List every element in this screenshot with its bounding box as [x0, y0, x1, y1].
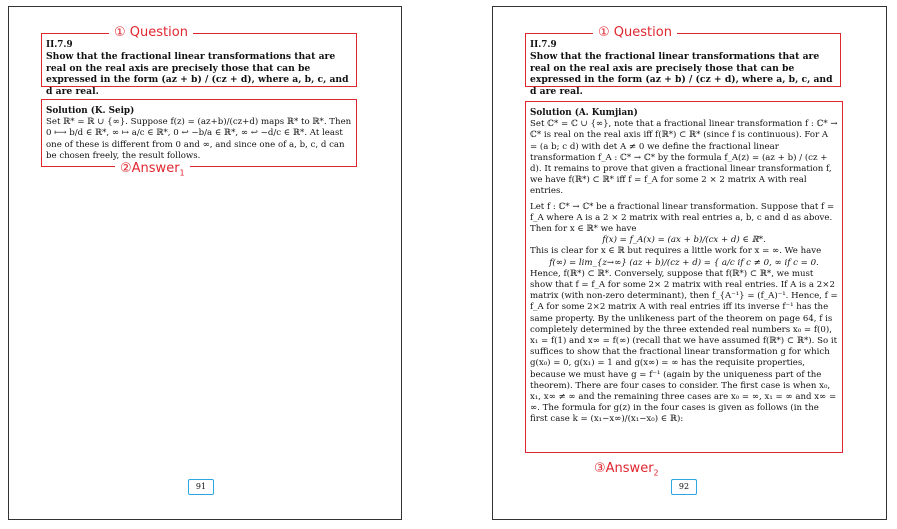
question-box: [525, 33, 841, 97]
solution-head: Solution (A. Kumjian): [530, 108, 638, 118]
formula-1: f(x) = f_A(x) = (ax + b)/(cx + d) ∈ ℝ*.: [602, 235, 766, 246]
solution-paragraph-4: Hence, f(ℝ*) ⊂ ℝ*. Conversely, suppose that f(ℝ*) ⊂ ℝ*, we must show that f = f_A for some 2× 2 matrix with real entries. If A is a 2×2 matrix (with non-zero determinant), then f_{A⁻¹} = (f_A)⁻¹. Hence, f = f_A for some 2×2 matrix A with real entries iff its inverse f⁻¹ has the same property. By the unlikeness part of the theorem on page 64, f is completely determined by the three extended real numbers x₀ = f(0), x₁ = f(1) and x∞ = f(∞) (recall that we have assumed f(ℝ*) ⊂ ℝ*). So it suffices to show that the fractional linear transformation g for which g(x₀) = 0, g(x₁) = 1 and g(x∞) = ∞ has the requisite properties, because we must have g = f⁻¹ (again by the uniqueness part of the theorem). There are four cases to consider. The first case is when x₀, x₁, x∞ ≠ ∞ and the remaining three cases are x₀ = ∞, x₁ = ∞ and x∞ = ∞. The formula for g(z) in the four cases is given as follows (in the first case k = (x₁−x∞)/(x₁−x₀) ∈ ℝ):: [530, 268, 838, 425]
question-id: II.7.9: [530, 40, 557, 50]
question-label: ① Question: [109, 25, 193, 41]
answer-box: [525, 101, 843, 453]
question-id: II.7.9: [46, 40, 73, 50]
question-box: [41, 33, 357, 97]
solution-head: Solution (K. Seip): [46, 106, 135, 116]
page-number: 92: [671, 479, 697, 495]
answer-label-sub: 2: [653, 468, 659, 478]
page-right: [492, 6, 887, 520]
question-text: Show that the fractional linear transformations that are real on the real axis are precisely those that can be expressed in the form (az + b) / (cz + d), where a, b, c, and d are real.: [530, 51, 833, 97]
answer-label: [589, 461, 664, 482]
answer-label: [115, 161, 190, 182]
page-left: [8, 6, 402, 520]
answer-label-text: ②Answer: [120, 161, 180, 176]
page-number: 91: [188, 479, 214, 495]
solution-paragraph-3: This is clear for x ∈ ℝ but requires a little work for x = ∞. We have: [530, 246, 822, 257]
question-label: ① Question: [593, 25, 677, 41]
solution-text: Set ℝ* = ℝ ∪ {∞}. Suppose f(z) = (az+b)/(cz+d) maps ℝ* to ℝ*. Then 0 ⟼ b/d ∈ ℝ*, ∞ ↦ a/c ∈ ℝ*, 0 ↩ −b/a ∈ ℝ*, ∞ ↩ −d/c ∈ ℝ*. At least one of these is different from 0 and ∞, and since one of a, b, c, d can be chosen freely, the result follows.: [46, 117, 352, 161]
formula-2: f(∞) = lim_{z→∞} (az + b)/(cz + d) = { a/c if c ≠ 0, ∞ if c = 0.: [549, 257, 819, 268]
solution-paragraph-1: Set ℂ* = ℂ ∪ {∞}, note that a fractional linear transformation f : ℂ* → ℂ* is real on the real axis iff f(ℝ*) ⊂ ℝ* (since f is continuous). For A = (a b; c d) with det A ≠ 0 we define the fractional linear transformation f_A : ℂ* → ℂ* by the formula f_A(z) = (az + b) / (cz + d). It remains to prove that given a fractional linear transformation f, we have f(ℝ*) ⊂ ℝ* iff f = f_A for some 2 × 2 matrix A with real entries.: [530, 119, 838, 197]
answer-label-text: ③Answer: [594, 461, 654, 476]
answer-label-sub: 1: [179, 168, 185, 178]
solution-paragraph-2: Let f : ℂ* → ℂ* be a fractional linear transformation. Suppose that f = f_A where A is a 2 × 2 matrix with real entries a, b, c and d as above. Then for x ∈ ℝ* we have: [530, 201, 835, 235]
answer-box: [41, 99, 357, 167]
question-text: Show that the fractional linear transformations that are real on the real axis are precisely those that can be expressed in the form (az + b) / (cz + d), where a, b, c, and d are real.: [46, 51, 349, 97]
